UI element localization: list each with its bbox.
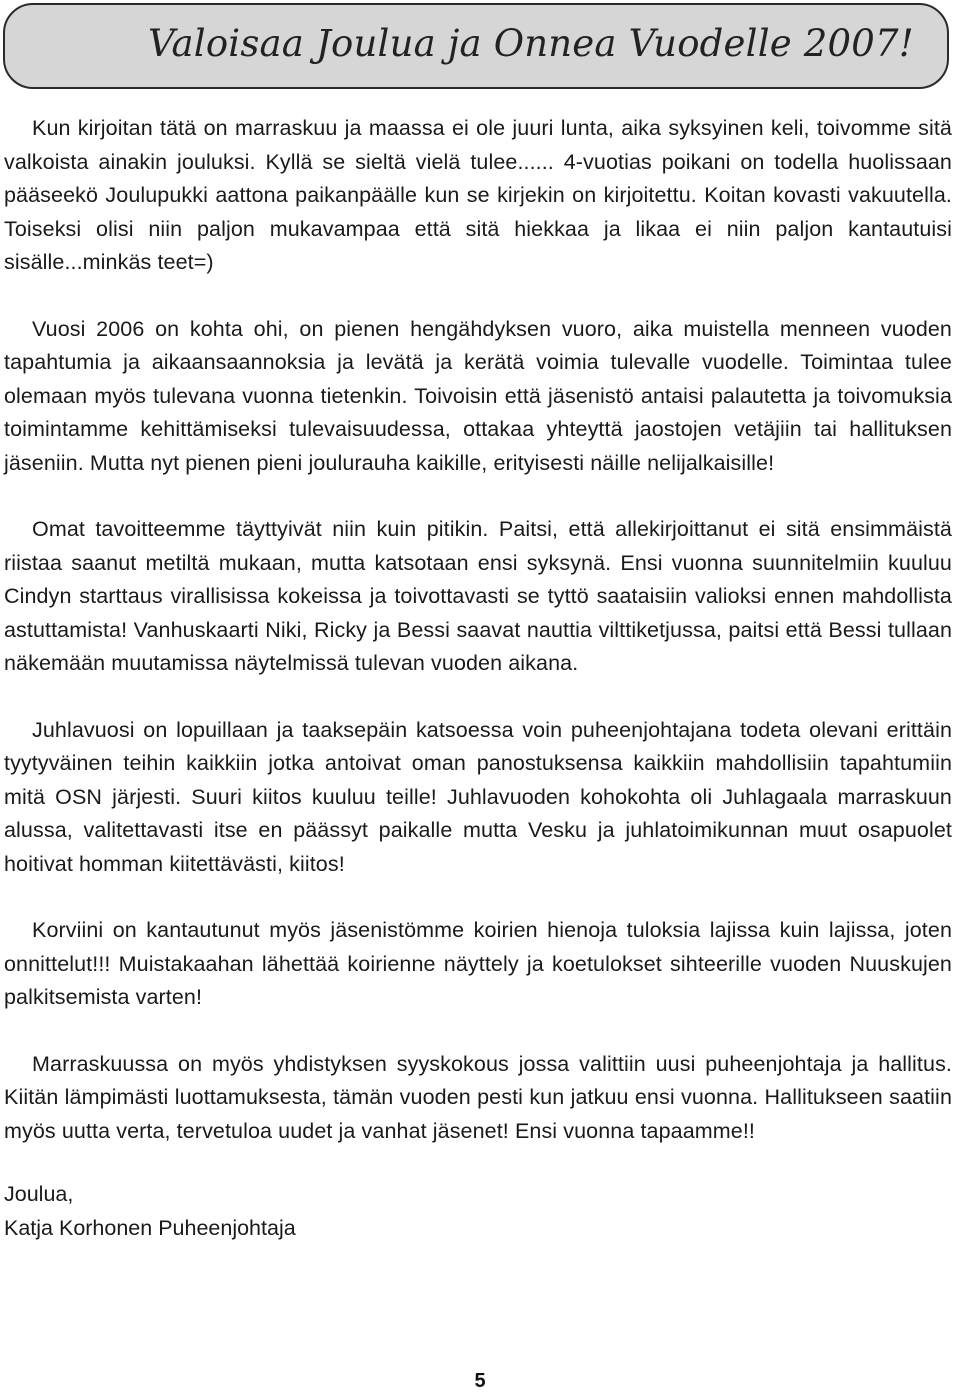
paragraph-year-review: Vuosi 2006 on kohta ohi, on pienen hengähdyksen vuoro, aika muistella menneen vuoden tapahtumia ja aikaansaannoksia ja levätä ja kerätä voimia tulevalle vuodelle. Toimintaa tulee olemaan myös tulevana vuonna tietenkin. Toivoisin että jäsenistö antaisi palautetta ja toivomuksia toimintamme kehittämiseksi tulevaisuudessa, ottakaa yhteyttä jaostojen vetäjiin tai hallituksen jäseniin. Mutta nyt pienen pieni joulurauha kaikille, erityisesti näille nelijalkaisille! [4, 316, 952, 475]
closing-greeting: Joulua, [4, 1182, 74, 1206]
paragraph-intro: Kun kirjoitan tätä on marraskuu ja maassa ei ole juuri lunta, aika syksyinen keli, toivomme sitä valkoista ainakin jouluksi. Kyllä se sieltä vielä tulee...... 4-vuotias poikani on todella huolissaan pääseekö Joulupukki aattona paikanpäälle kun se kirjekin on kirjoitettu. Koitan kovasti vakuutella. Toiseksi olisi niin paljon mukavampaa että sitä hiekkaa ja likaa ei niin paljon kantautuisi sisälle...minkäs teet=) [4, 116, 952, 274]
paragraph-goals: Omat tavoitteemme täyttyivät niin kuin pitikin. Paitsi, että allekirjoittanut ei sitä ensimmäistä riistaa saanut metiltä mukaan, mutta katsotaan ensi syksynä. Ensi vuonna suunnitelmiin kuuluu Cindyn starttaus virallisissa kokeissa ja toivottavasti se tyttö saataisiin valioksi ennen mahdollista astuttamista! Vanhuskaarti Niki, Ricky ja Bessi saavat nauttia vilttiketjussa, paitsi että Bessi tullaan näkemään muutamissa näytelmissä tulevan vuoden aikana. [4, 517, 952, 675]
paragraph-anniversary: Juhlavuosi on lopuillaan ja taaksepäin katsoessa voin puheenjohtajana todeta olevani erittäin tyytyväinen teihin kaikkiin jotka antoivat oman panostuksensa kaikkiin mahdollisiin tapahtumiin mitä OSN järjesti. Suuri kiitos kuuluu teille! Juhlavuoden kohokohta oli Juhlagaala marraskuun alussa, valitettavasti itse en päässyt paikalle mutta Vesku ja juhlatoimikunnan muut osapuolet hoitivat homman kiitettävästi, kiitos! [4, 717, 952, 876]
signature: Katja Korhonen Puheenjohtaja [4, 1215, 296, 1240]
page-number: 5 [474, 1370, 486, 1392]
paragraph-results: Korviini on kantautunut myös jäsenistömme koirien hienoja tuloksia lajissa kuin lajissa, joten onnittelut!!! Muistakaahan lähettää koirienne näyttely ja koetulokset sihteerille vuoden Nuuskujen palkitsemista varten! [4, 918, 952, 1009]
page-title: Valoisaa Joulua ja Onnea Vuodelle 2007! [148, 22, 914, 65]
paragraph-meeting: Marraskuussa on myös yhdistyksen syyskokous jossa valittiin uusi puheenjohtaja ja hallitus. Kiitän lämpimästi luottamuksesta, tämän vuoden pesti kun jatkuu ensi vuonna. Hallitukseen saatiin myös uutta verta, tervetuloa uudet ja vanhat jäsenet! Ensi vuonna tapaamme!! [4, 1051, 952, 1143]
letter-body [4, 112, 952, 1245]
